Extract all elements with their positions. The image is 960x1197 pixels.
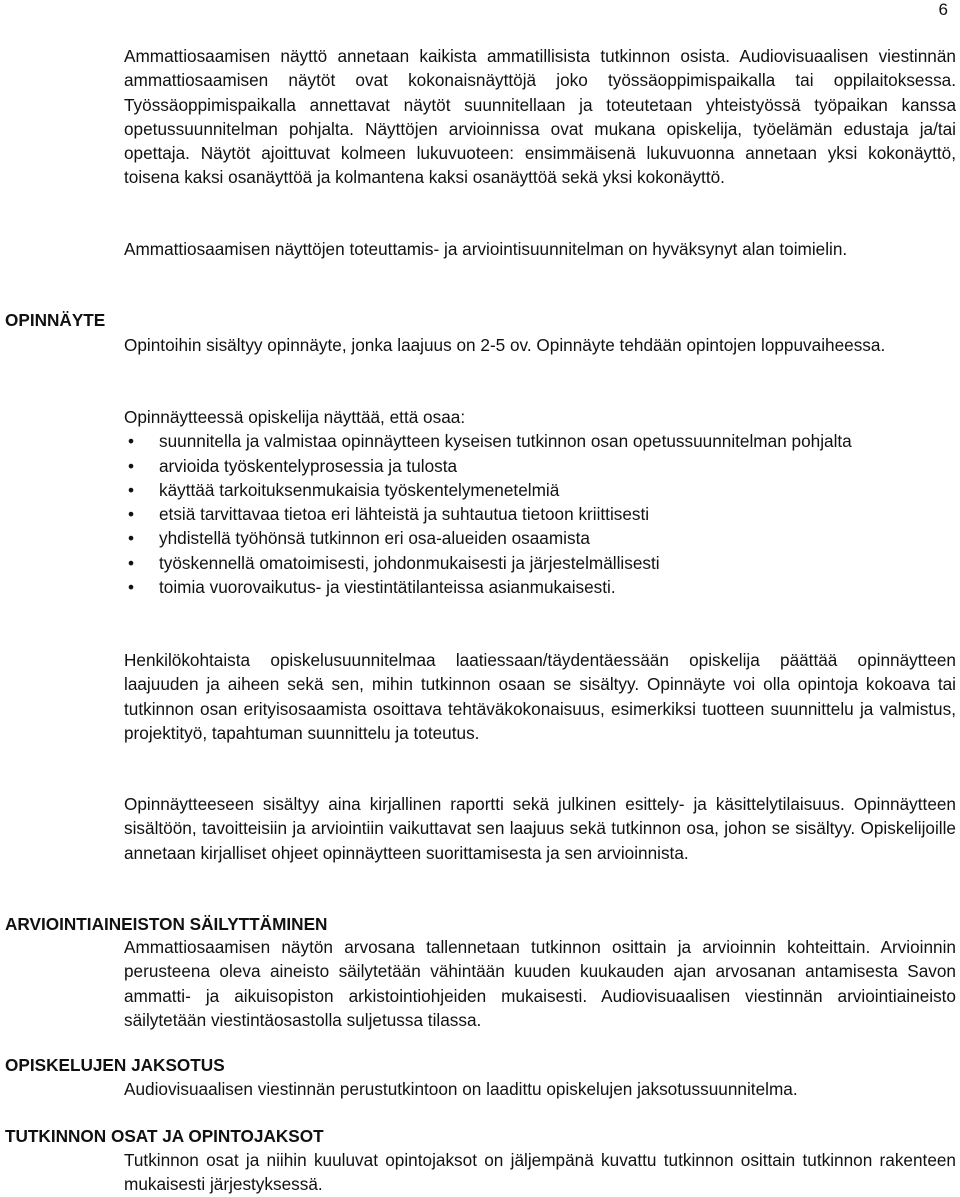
tutkinnon-osat-paragraph: Tutkinnon osat ja niihin kuuluvat opintojaksot on jäljempänä kuvattu tutkinnon osittain tutkinnon rakenteen mukaisesti järjestyksessä. (124, 1150, 956, 1195)
jaksotus-section (124, 1077, 956, 1101)
list-item (124, 551, 956, 575)
list-item-text: yhdistellä työhönsä tutkinnon eri osa-alueiden osaamista (159, 528, 590, 549)
arviointiaineisto-section (124, 935, 956, 1032)
list-item (124, 454, 956, 478)
bullet-icon: • (128, 528, 135, 549)
list-item-text: toimia vuorovaikutus- ja viestintätilanteissa asianmukaisesti. (159, 577, 616, 598)
intro-section-2 (124, 237, 956, 261)
list-item-text: arvioida työskentelyprosessia ja tulosta (159, 455, 458, 476)
list-item (124, 478, 956, 502)
bullet-icon: • (128, 431, 135, 452)
list-item-text: etsiä tarvittavaa tietoa eri lähteistä ja suhtautua tietoon kriittisesti (159, 504, 650, 525)
bullet-icon: • (128, 577, 135, 598)
opinnayte-paragraph-2: Henkilökohtaista opiskelusuunnitelmaa laatiessaan/täydentäessään opiskelija päättää opinnäytteen laajuuden ja aiheen sekä sen, mihin tutkinnon osaan se sisältyy. Opinnäyte voi olla opintoja kokoava tai tutkinnon osan erityisosaamista osoittava tehtäväkokonaisuus, esimerkiksi tuotteen suunnittelu ja valmistus, projektityö, tapahtuman suunnittelu ja toteutus. (124, 650, 956, 743)
bullet-icon: • (128, 504, 135, 525)
intro-section (124, 44, 956, 190)
list-item (124, 575, 956, 599)
list-item (124, 502, 956, 526)
arviointiaineisto-heading: ARVIOINTIAINEISTON SÄILYTTÄMINEN (5, 914, 328, 934)
page-number: 6 (938, 0, 948, 19)
bullet-icon: • (128, 479, 135, 500)
jaksotus-paragraph: Audiovisuaalisen viestinnän perustutkintoon on laadittu opiskelujen jaksotussuunnitelma. (124, 1079, 798, 1099)
arviointiaineisto-paragraph: Ammattiosaamisen näytön arvosana tallennetaan tutkinnon osittain ja arvioinnin kohteittain. Arvioinnin perusteena oleva aineisto säilytetään vähintään kuuden kuukauden ajan arvosanan antamisesta Savon ammatti- ja aikuisopiston arkistointiohjeiden mukaisesti. Audiovisuaalisen viestinnän arviointiaineisto säilytetään viestintäosastolla suljetussa tilassa. (124, 937, 956, 1030)
opinnayte-plan (124, 648, 956, 745)
bullet-icon: • (128, 552, 135, 573)
intro-paragraph-1: Ammattiosaamisen näyttö annetaan kaikista ammatillisista tutkinnon osista. Audiovisuaalisen viestinnän ammattiosaamisen näytöt ovat kokonaisnäyttöjä joko työssäoppimispaikalla tai oppilaitoksessa. Työssäoppimispaikalla annettavat näytöt suunnitellaan ja toteutetaan yhteistyössä työpaikan kanssa opetussuunnitelman pohjalta. Näyttöjen arvioinnissa ovat mukana opiskelija, työelämän edustaja ja/tai opettaja. Näytöt ajoittuvat kolmeen lukuvuoteen: ensimmäisenä lukuvuonna annetaan yksi kokonäyttö, toisena kaksi osanäyttöä ja kolmantena kaksi osanäyttöä sekä yksi kokonäyttö. (124, 46, 956, 188)
opinnayte-intro (124, 333, 956, 357)
opinnayte-skill-list (124, 429, 956, 599)
tutkinnon-osat-heading: TUTKINNON OSAT JA OPINTOJAKSOT (5, 1126, 324, 1146)
opinnayte-list-intro: Opinnäytteessä opiskelija näyttää, että osaa: (124, 407, 466, 427)
jaksotus-heading: OPISKELUJEN JAKSOTUS (5, 1055, 225, 1075)
list-item-text: käyttää tarkoituksenmukaisia työskentelymenetelmiä (159, 479, 560, 500)
opinnayte-paragraph-3: Opinnäytteeseen sisältyy aina kirjallinen raportti sekä julkinen esittely- ja käsittelytilaisuus. Opinnäytteen sisältöön, tavoitteisiin ja arviointiin vaikuttavat sen laajuus sekä tutkinnon osa, johon se sisältyy. Opiskelijoille annetaan kirjalliset ohjeet opinnäytteen suorittamisesta ja sen arvioinnista. (124, 794, 956, 863)
list-item (124, 429, 956, 453)
list-item-text: työskennellä omatoimisesti, johdonmukaisesti ja järjestelmällisesti (159, 552, 660, 573)
intro-paragraph-2: Ammattiosaamisen näyttöjen toteuttamis- ja arviointisuunnitelman on hyväksynyt alan toimielin. (124, 239, 848, 259)
list-item (124, 526, 956, 550)
opinnayte-heading: OPINNÄYTE (5, 310, 106, 330)
list-item-text: suunnitella ja valmistaa opinnäytteen kyseisen tutkinnon osan opetussuunnitelman pohjalta (159, 431, 852, 452)
opinnayte-skills (124, 405, 956, 599)
bullet-icon: • (128, 455, 135, 476)
opinnayte-report (124, 792, 956, 865)
tutkinnon-osat-section (124, 1148, 956, 1197)
opinnayte-paragraph-1: Opintoihin sisältyy opinnäyte, jonka laajuus on 2-5 ov. Opinnäyte tehdään opintojen loppuvaiheessa. (124, 335, 886, 355)
